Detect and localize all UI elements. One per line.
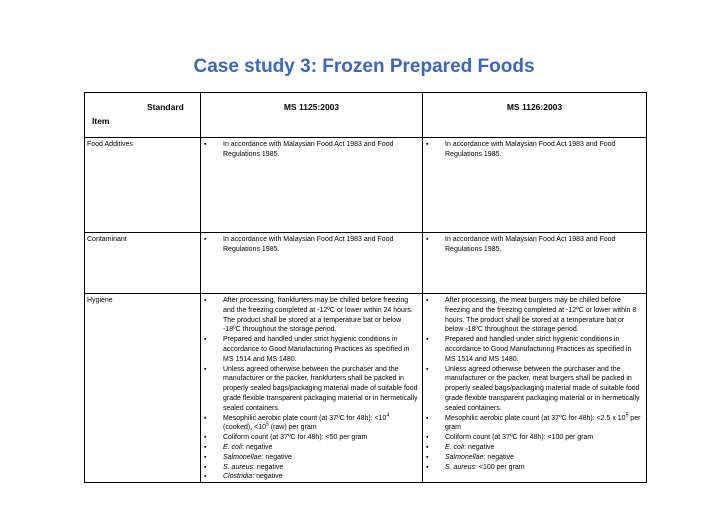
row-ms1125-cell — [201, 294, 423, 483]
table-row — [85, 138, 647, 233]
row-item-label: Contaminant — [85, 233, 201, 294]
row-item-label: Hygiene — [85, 294, 201, 483]
bullet-item: ▪ In accordance with Malaysian Food Act 1983 and Food Regulations 1985. — [445, 140, 642, 160]
bullet-list — [425, 140, 642, 160]
bullet-list — [203, 296, 418, 482]
bullet-item: ▪ Coliform count (at 37ºC for 48h): <50 per gram — [223, 433, 418, 443]
standards-table — [84, 92, 647, 483]
bullet-item: ▪ Prepared and handled under strict hygienic conditions in accordance to Good Manufacturing Practices as specified in MS 1514 and MS 1480. — [223, 335, 418, 364]
header-item-label: Item — [92, 116, 110, 126]
row-ms1125-cell — [201, 138, 423, 233]
bullet-item: ▪ E. coli: negative — [223, 443, 418, 453]
bullet-item: ▪ In accordance with Malaysian Food Act 1983 and Food Regulations 1985. — [223, 140, 418, 160]
header-ms1125: MS 1125:2003 — [201, 93, 423, 138]
row-item-label: Food Additives — [85, 138, 201, 233]
bullet-item: ▪ Mesophilic aerobic plate count (at 37ºC for 48h): $<10^4$ (cooked), $<10^5$ (raw) per gram — [223, 414, 418, 434]
bullet-item: ▪ E. coli: negative — [445, 443, 642, 453]
header-ms1126: MS 1126:2003 — [423, 93, 647, 138]
bullet-item: ▪ Clostridia: negative — [223, 472, 418, 482]
bullet-item: ▪ S. aureus: negative — [223, 463, 418, 473]
table-header-row — [85, 93, 647, 138]
bullet-item: ▪ After processing, the meat burgers may be chilled before freezing and the freezing completed at -12ºC or lower within 8 hours. The product shall be stored at a temperature bat or below -18ºC throughout the storage period. — [445, 296, 642, 335]
bullet-item: ▪ Unless agreed otherwise between the purchaser and the manufacturer or the packer, meat burgers shall be packed in properly sealed bags/packaging material made of suitable food grade flexible transparent packaging material or in hermetically sealed containers. — [445, 365, 642, 414]
bullet-list — [203, 235, 418, 255]
bullet-list — [425, 296, 642, 472]
bullet-item: ▪ Coliform count (at 37ºC for 48h): <100 per gram — [445, 433, 642, 443]
header-corner-cell — [85, 93, 201, 138]
row-ms1126-cell — [423, 294, 647, 483]
bullet-item: ▪ Salmonellae: negative — [445, 453, 642, 463]
bullet-item: ▪ Salmonellae: negative — [223, 453, 418, 463]
bullet-item: ▪ In accordance with Malaysian Food Act 1983 and Food Regulations 1985. — [445, 235, 642, 255]
bullet-item: ▪ In accordance with Malaysian Food Act 1983 and Food Regulations 1985. — [223, 235, 418, 255]
row-ms1126-cell — [423, 233, 647, 294]
table-row — [85, 294, 647, 483]
bullet-list — [425, 235, 642, 255]
bullet-list — [203, 140, 418, 160]
bullet-item: ▪ Prepared and handled under strict hygienic conditions in accordance to Good Manufacturing Practices as specified in MS 1514 and MS 1480. — [445, 335, 642, 364]
page-title: Case study 3: Frozen Prepared Foods — [193, 56, 535, 77]
bullet-item: ▪ Unless agreed otherwise between the purchaser and the manufacturer or the packer, frankfurters shall be packed in properly sealed bags/packaging material made of suitable food grade flexible transparent packaging material or in hermetically sealed containers. — [223, 365, 418, 414]
bullet-item: ▪ After processing, frankfurters may be chilled before freezing and the freezing completed at -12ºC or lower within 24 hours. The product shall be stored at a temperature bat or below -18ºC throughout the storage period. — [223, 296, 418, 335]
table-row — [85, 233, 647, 294]
row-ms1126-cell — [423, 138, 647, 233]
row-ms1125-cell — [201, 233, 423, 294]
bullet-item: ▪ Mesophilic aerobic plate count (at 37ºC for 48h): <2.5 x $10^5$ per gram — [445, 414, 642, 434]
bullet-item: ▪ S. aureus: <100 per gram — [445, 463, 642, 473]
header-standard-label: Standard — [147, 102, 184, 112]
